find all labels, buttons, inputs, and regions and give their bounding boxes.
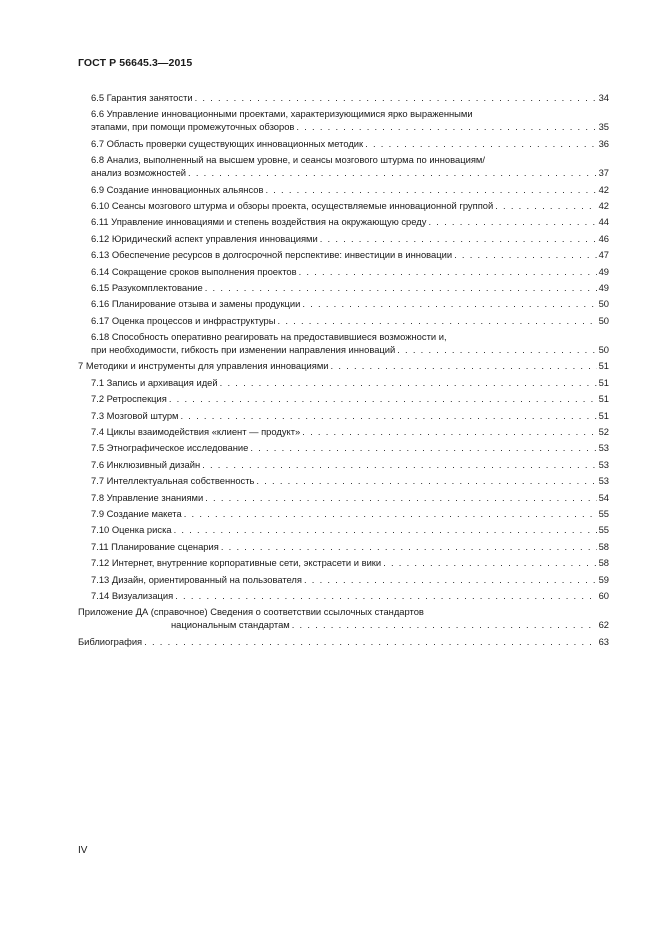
toc-entry-page: 36 <box>598 137 609 149</box>
toc-entry-title: 6.8 Анализ, выполненный на высшем уровне, и сеансы мозгового штурма по инновациям/ <box>91 154 485 166</box>
toc-entry[interactable] <box>78 265 609 278</box>
toc-entry-page: 50 <box>598 298 609 310</box>
toc-entry[interactable] <box>78 605 609 631</box>
toc-entry-title: 6.16 Планирование отзыва и замены продукции <box>91 298 301 310</box>
toc-entry[interactable] <box>78 523 609 536</box>
toc-entry[interactable] <box>78 314 609 327</box>
toc-leader-dots <box>302 297 596 310</box>
toc-leader-dots <box>302 425 596 438</box>
toc-entry-page: 42 <box>598 199 609 211</box>
toc-leader-dots <box>205 491 596 504</box>
toc-entry-page: 50 <box>598 344 609 356</box>
toc-entry[interactable] <box>78 137 609 150</box>
toc-entry-title: 6.12 Юридический аспект управления инновациями <box>91 232 318 244</box>
toc-leader-dots <box>454 248 596 261</box>
toc-entry-title: 7.11 Планирование сценария <box>91 540 219 552</box>
toc-leader-dots <box>296 120 596 133</box>
toc-leader-dots <box>188 166 597 179</box>
toc-entry[interactable] <box>78 491 609 504</box>
toc-entry-title: 6.5 Гарантия занятости <box>91 92 193 103</box>
toc-entry-title: 7.5 Этнографическое исследование <box>91 442 249 454</box>
toc-entry-title: 6.18 Способность оперативно реагировать на предоставившиеся возможности и, <box>91 331 447 343</box>
toc-leader-dots <box>331 359 597 372</box>
toc-entry[interactable] <box>78 540 609 553</box>
toc-leader-dots <box>174 523 597 536</box>
toc-entry[interactable] <box>78 573 609 586</box>
toc-entry-title: 7.6 Инклюзивный дизайн <box>91 458 201 470</box>
toc-entry-title: национальным стандартам <box>171 619 290 631</box>
toc-entry[interactable] <box>78 199 609 212</box>
toc-entry-title: этапами, при помощи промежуточных обзоров <box>91 121 295 133</box>
toc-entry[interactable] <box>78 91 609 104</box>
toc-entry-page: 53 <box>598 442 609 454</box>
toc-entry-page: 58 <box>598 540 609 552</box>
toc-entry-page: 42 <box>598 183 609 195</box>
toc-entry[interactable] <box>78 281 609 294</box>
toc-entry[interactable] <box>78 183 609 196</box>
toc-entry-title: 7.13 Дизайн, ориентированный на пользователя <box>91 573 302 585</box>
toc-leader-dots <box>195 91 597 104</box>
toc-entry[interactable] <box>78 589 609 602</box>
toc-entry[interactable] <box>78 425 609 438</box>
toc-entry[interactable] <box>78 507 609 520</box>
toc-entry-title: 7.7 Интеллектуальная собственность <box>91 475 255 487</box>
toc-leader-dots <box>304 573 597 586</box>
toc-leader-dots <box>365 137 596 150</box>
toc-leader-dots <box>256 474 596 487</box>
toc-entry-title: Библиография <box>78 635 143 647</box>
toc-entry-page: 47 <box>598 249 609 261</box>
toc-leader-dots <box>184 507 597 520</box>
toc-entry-page: 51 <box>598 409 609 421</box>
toc-entry-page: 53 <box>598 458 609 470</box>
toc-leader-dots <box>265 183 596 196</box>
toc-leader-dots <box>144 635 596 648</box>
toc-entry-page: 50 <box>598 314 609 326</box>
toc-leader-dots <box>180 409 596 422</box>
toc-entry[interactable] <box>78 153 609 179</box>
toc-entry[interactable] <box>78 635 609 648</box>
toc-entry-page: 53 <box>598 475 609 487</box>
toc-entry-title: 6.10 Сеансы мозгового штурма и обзоры проекта, осуществляемые инновационной группой <box>91 199 494 211</box>
toc-entry-title: 7.4 Циклы взаимодействия «клиент — продукт» <box>91 426 301 438</box>
toc-entry-page: 44 <box>598 216 609 228</box>
toc-entry-page: 37 <box>598 167 609 179</box>
toc-entry-title: 6.11 Управление инновациями и степень воздействия на окружающую среду <box>91 216 427 228</box>
toc-entry-page: 51 <box>598 376 609 388</box>
page-number: IV <box>78 845 88 856</box>
toc-entry[interactable] <box>78 215 609 228</box>
toc-entry[interactable] <box>78 409 609 422</box>
toc-entry-page: 51 <box>598 393 609 405</box>
toc-leader-dots <box>278 314 597 327</box>
toc-entry[interactable] <box>78 441 609 454</box>
toc-entry-title: 7.3 Мозговой штурм <box>91 409 179 421</box>
toc-entry-page: 55 <box>598 524 609 536</box>
toc-entry-page: 55 <box>598 507 609 519</box>
toc-entry-title: при необходимости, гибкость при изменении направления инноваций <box>91 344 396 356</box>
toc-leader-dots <box>320 232 597 245</box>
toc-entry[interactable] <box>78 392 609 405</box>
toc-entry-title: 7 Методики и инструменты для управления инновациями <box>78 360 329 372</box>
toc-leader-dots <box>250 441 596 454</box>
toc-entry-page: 46 <box>598 232 609 244</box>
toc-leader-dots <box>397 343 596 356</box>
toc-entry-title: 6.13 Обеспечение ресурсов в долгосрочной перспективе: инвестиции в инновации <box>91 249 453 261</box>
toc-entry-page: 63 <box>598 635 609 647</box>
toc-entry-page: 51 <box>598 360 609 372</box>
toc-entry[interactable] <box>78 458 609 471</box>
toc-entry-page: 49 <box>598 281 609 293</box>
toc-entry-title: 7.14 Визуализация <box>91 589 174 601</box>
toc-entry-page: 52 <box>598 426 609 438</box>
toc-entry-title: 7.10 Оценка риска <box>91 524 172 536</box>
toc-entry-title: 6.9 Создание инновационных альянсов <box>91 183 264 195</box>
toc-entry-title: 6.15 Разукомплектование <box>91 281 203 293</box>
toc-leader-dots <box>220 376 597 389</box>
toc-leader-dots <box>428 215 596 228</box>
toc-entry-title: 6.6 Управление инновационными проектами, характеризующимися ярко выраженными <box>91 108 473 120</box>
toc-entry[interactable] <box>78 107 609 133</box>
toc-leader-dots <box>169 392 597 405</box>
toc-entry[interactable] <box>78 556 609 569</box>
toc-entry-title: 6.7 Область проверки существующих инновационных методик <box>91 137 364 149</box>
toc-leader-dots <box>175 589 596 602</box>
toc-entry-title: 7.1 Запись и архивация идей <box>91 376 218 388</box>
toc-leader-dots <box>202 458 596 471</box>
toc-entry-title: Приложение ДА (справочное) Сведения о соответствии ссылочных стандартов <box>78 606 424 618</box>
toc-leader-dots <box>292 618 597 631</box>
toc-entry-title: 7.12 Интернет, внутренние корпоративные сети, экстрасети и вики <box>91 557 382 569</box>
toc-entry-title: 7.2 Ретроспекция <box>91 393 167 405</box>
document-header: ГОСТ Р 56645.3—2015 <box>78 57 193 69</box>
toc-entry[interactable] <box>78 376 609 389</box>
toc-leader-dots <box>495 199 596 212</box>
toc-entry-page: 58 <box>598 557 609 569</box>
toc-entry[interactable] <box>78 248 609 261</box>
toc-entry-title: 7.8 Управление знаниями <box>91 491 204 503</box>
toc-entry[interactable] <box>78 232 609 245</box>
toc-entry[interactable] <box>78 359 609 372</box>
toc-entry[interactable] <box>78 474 609 487</box>
toc-entry-page: 49 <box>598 265 609 277</box>
toc-entry-title: 6.17 Оценка процессов и инфраструктуры <box>91 314 276 326</box>
toc-entry-page: 62 <box>598 619 609 631</box>
toc-entry-page: 54 <box>598 491 609 503</box>
toc-entry-page: 59 <box>598 573 609 585</box>
toc-entry-page: 60 <box>598 589 609 601</box>
toc-leader-dots <box>221 540 597 553</box>
toc-leader-dots <box>383 556 596 569</box>
toc-entry-page: 34 <box>598 92 609 103</box>
toc-entry[interactable] <box>78 297 609 310</box>
toc-entry-page: 35 <box>598 121 609 133</box>
toc-entry-title: 7.9 Создание макета <box>91 507 182 519</box>
toc-entry[interactable] <box>78 330 609 356</box>
table-of-contents <box>78 91 609 651</box>
toc-entry-title: 6.14 Сокращение сроков выполнения проектов <box>91 265 297 277</box>
toc-entry-title: анализ возможностей <box>91 167 187 179</box>
toc-leader-dots <box>299 265 597 278</box>
toc-leader-dots <box>205 281 597 294</box>
